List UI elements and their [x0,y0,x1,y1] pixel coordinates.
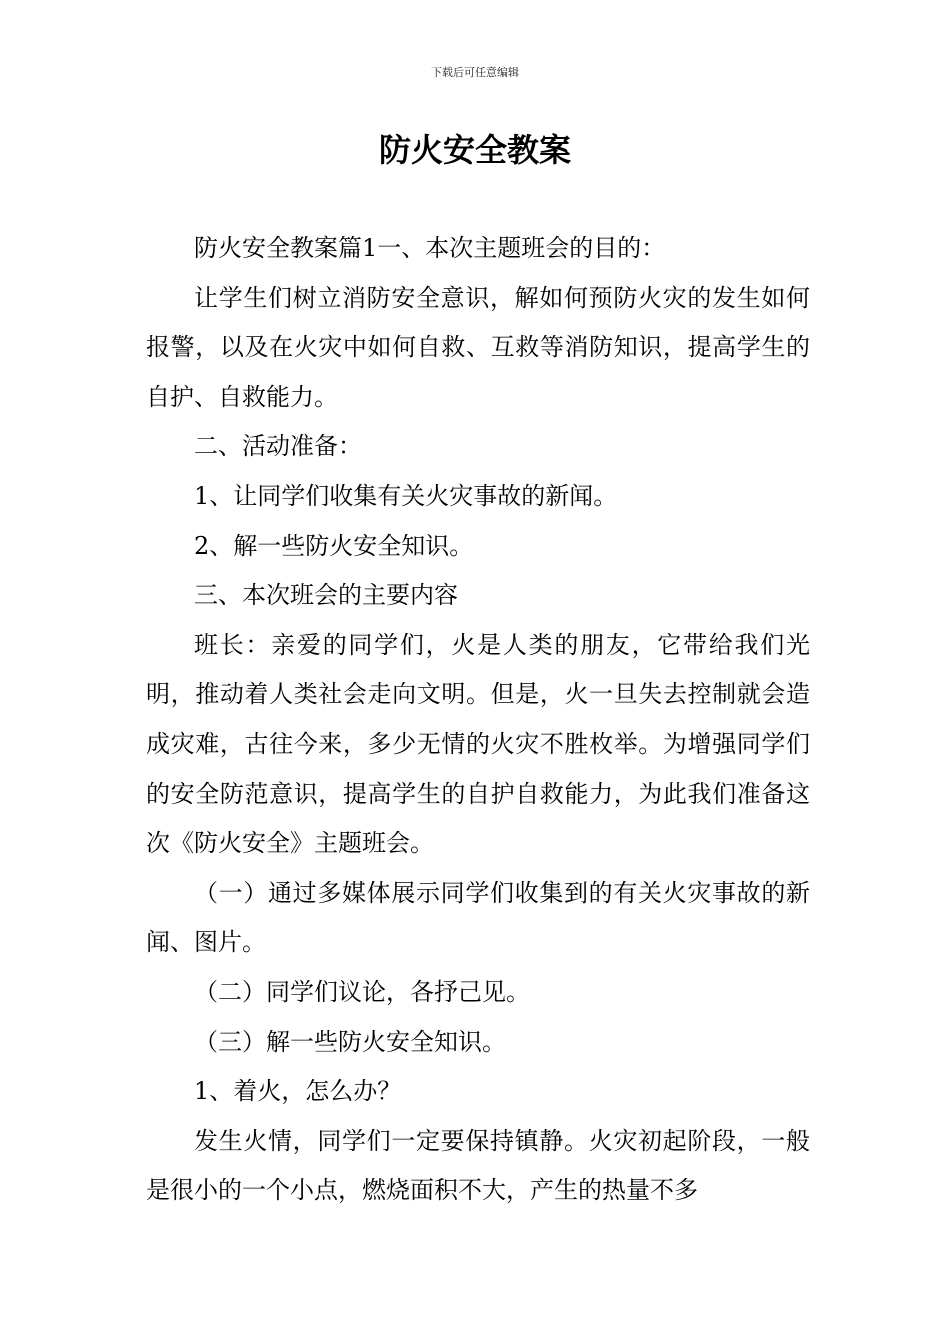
paragraph: （一）通过多媒体展示同学们收集到的有关火灾事故的新闻、图片。 [146,878,810,957]
page-header-note: 下载后可任意编辑 [431,66,519,79]
paragraph: 1、着火，怎么办？ [194,1077,402,1106]
paragraph: 防火安全教案篇1一、本次主题班会的目的： [194,234,666,262]
paragraph: 让学生们树立消防安全意识，解如何预防火灾的发生如何报警，以及在火灾中如何自救、互救等消防知识，提高学生的自护、自救能力。 [146,283,810,411]
paragraph: 1、让同学们收集有关火灾事故的新闻。 [194,481,618,510]
paragraph: （二）同学们议论，各抒己见。 [194,977,530,1006]
paragraph: 班长：亲爱的同学们，火是人类的朋友，它带给我们光明，推动着人类社会走向文明。但是，火一旦失去控制就会造成灾难，古往今来，多少无情的火灾不胜枚举。为增强同学们的安全防范意识，提高学生的自护自救能力，为此我们准备这次《防火安全》主题班会。 [146,630,810,858]
paragraph: 2、解一些防火安全知识。 [194,531,474,560]
document-title: 防火安全教案 [378,131,571,169]
paragraph: （三）解一些防火安全知识。 [194,1027,506,1056]
paragraph: 三、本次班会的主要内容 [194,581,458,610]
paragraph: 发生火情，同学们一定要保持镇静。火灾初起阶段，一般是很小的一个小点，燃烧面积不大，产生的热量不多 [146,1126,810,1205]
paragraph: 二、活动准备： [194,432,362,461]
document-body [146,224,810,1216]
